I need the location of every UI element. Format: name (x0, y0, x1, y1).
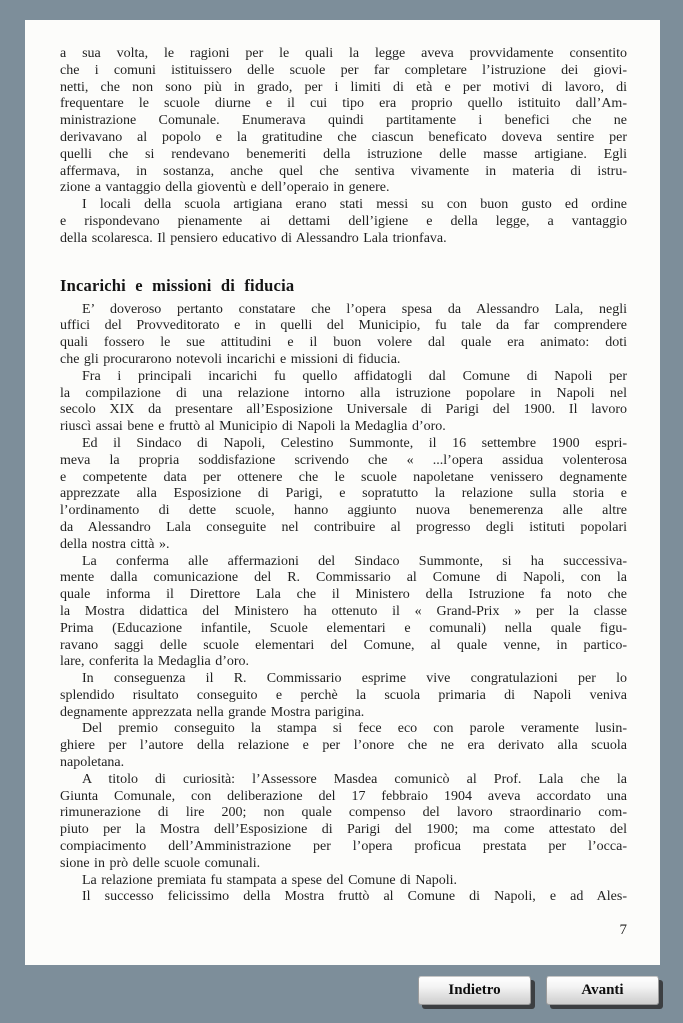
forward-button[interactable]: Avanti (546, 976, 659, 1005)
text-line: a sua volta, le ragioni per le quali la legge aveva provvidamente consentito (60, 46, 627, 61)
text-line: l’ordinamento di dette scuole, hanno aggiunto nuova benemerenza alle altre (60, 503, 627, 519)
text-line: netti, che non sono più in grado, per i limiti di età e per motivi di lavoro, di (60, 79, 627, 95)
text-line: riuscì assai bene e fruttò al Municipio di Napoli la Medaglia d’oro. (60, 419, 446, 435)
text-line: e rispondevano pienamente ai dettami dell’igiene e della legge, a vantaggio (60, 213, 627, 229)
page-number: 7 (619, 922, 627, 939)
text-line: Fra i principali incarichi fu quello affidatogli dal Comune di Napoli per (82, 368, 627, 384)
text-line: quali fossero le sue attitudini e il buon volere dal quale era animato: doti (60, 335, 627, 351)
paragraph (60, 889, 627, 906)
section-heading: Incarichi e missioni di fiducia (60, 275, 295, 295)
back-button[interactable]: Indietro (418, 976, 531, 1005)
text-line: ministrazione Comunale. Enumerava quindi partitamente i benefici che ne (60, 113, 627, 129)
text-line: ravano saggi delle scuole elementari del Comune, al quale venne, in partico- (60, 637, 627, 653)
text-line: quelli che si rendevano benemeriti della istruzione delle masse artigiane. Egli (60, 146, 627, 162)
text-line: La conferma alle affermazioni del Sindaco Summonte, si ha successiva- (82, 553, 627, 569)
paragraph (60, 554, 627, 672)
text-line: Il successo felicissimo della Mostra fruttò al Comune di Napoli, e ad Ales- (82, 889, 627, 905)
text-line: secolo XIX da presentare all’Esposizione Universale di Parigi del 1900. Il lavoro (60, 402, 627, 418)
text-line: Del premio conseguito la stampa si fece eco con parole veramente lusin- (82, 721, 627, 737)
text-line: della scolaresca. Il pensiero educativo di Alessandro Lala trionfava. (60, 230, 447, 246)
paragraph (60, 772, 627, 873)
paragraph (60, 721, 627, 771)
text-line: napoletana. (60, 755, 125, 771)
text-line: degnamente apprezzata nella grande Mostra parigina. (60, 704, 365, 720)
text-line: In conseguenza il R. Commissario esprime vive congratulazioni per lo (82, 671, 627, 687)
text-line: che gli procurarono notevoli incarichi e missioni di fiducia. (60, 351, 401, 367)
text-line: frequentare le scuole diurne e il cui tipo era proprio quello istituito dall’Am- (60, 96, 627, 112)
text-line: A titolo di curiosità: l’Assessore Masdea comunicò al Prof. Lala che la (82, 771, 627, 787)
paragraph (60, 436, 627, 554)
text-line: rimunerazione di lire 200; non quale compenso del lavoro straordinario com- (60, 805, 627, 821)
text-line: la Mostra didattica del Ministero ha ottenuto il « Grand-Prix » per la classe (60, 603, 627, 619)
paragraph (60, 46, 627, 197)
text-line: derivavano al popolo e la gratitudine che ciascun beneficato doveva sentire per (60, 129, 627, 145)
text-line: La relazione premiata fu stampata a spese del Comune di Napoli. (82, 872, 458, 888)
text-line: la compilazione di una relazione intorno alla istruzione popolare in Napoli nel (60, 385, 627, 401)
paragraph (60, 197, 627, 247)
text-line: zione a vantaggio della gioventù e dell’operaio in genere. (60, 180, 390, 196)
paragraph (60, 302, 627, 369)
paragraph (60, 369, 627, 436)
scanned-page (25, 20, 660, 965)
text-line: mente dalla comunicazione del R. Commissario al Comune di Napoli, con la (60, 570, 627, 586)
text-line: meva la propria soddisfazione scrivendo che « ...l’opera assidua volenterosa (60, 452, 627, 468)
text-line: che i comuni istituissero delle scuole per far completare l’istruzione dei giovi- (60, 62, 627, 78)
text-line: piuto per la Mostra dell’Esposizione di Parigi del 1900; ma come attestato del (60, 822, 627, 838)
text-line: I locali della scuola artigiana erano stati messi su con buon gusto ed ordine (82, 197, 627, 213)
text-line: affermava, in sostanza, anche quel che sentiva vivamente in materia di istru- (60, 163, 627, 179)
text-line: Giunta Comunale, con deliberazione del 17 febbraio 1904 aveva accordato una (60, 788, 627, 804)
text-line: uffici del Provveditorato e in quelli del Municipio, fu tale da far comprendere (60, 318, 627, 334)
text-line: lare, conferita la Medaglia d’oro. (60, 654, 250, 670)
text-line: della nostra città ». (60, 536, 170, 552)
paragraph (60, 873, 627, 890)
text-line: ghiere per l’autore della relazione e per l’onore che ne era derivato alla scuola (60, 738, 627, 754)
text-line: Ed il Sindaco di Napoli, Celestino Summonte, il 16 settembre 1900 espri- (82, 435, 627, 451)
text-line: quale informa il Direttore Lala che il Ministero della Istruzione fa noto che (60, 587, 627, 603)
text-line: da Alessandro Lala conseguite nel contribuire al progresso degli istituti popolari (60, 519, 627, 535)
text-line: splendido risultato conseguito e perchè la scuola primaria di Napoli veniva (60, 687, 627, 703)
text-line: apprezzate alla Esposizione di Parigi, e sopratutto la relazione sulla storia e (60, 486, 627, 502)
text-line: E’ doveroso pertanto constatare che l’opera spesa da Alessandro Lala, negli (82, 301, 627, 317)
text-line: e competente data per ottenere che le scuole napoletane venissero degnamente (60, 469, 627, 485)
page-text (60, 46, 627, 906)
text-line: compiacimento dell’Amministrazione per l’opera proficua prestata per l’occa- (60, 839, 627, 855)
paragraph (60, 671, 627, 721)
text-line: Prima (Educazione infantile, Scuole elementari e comunali) nella quale figu- (60, 620, 627, 636)
text-line: sione in prò delle scuole comunali. (60, 855, 261, 871)
